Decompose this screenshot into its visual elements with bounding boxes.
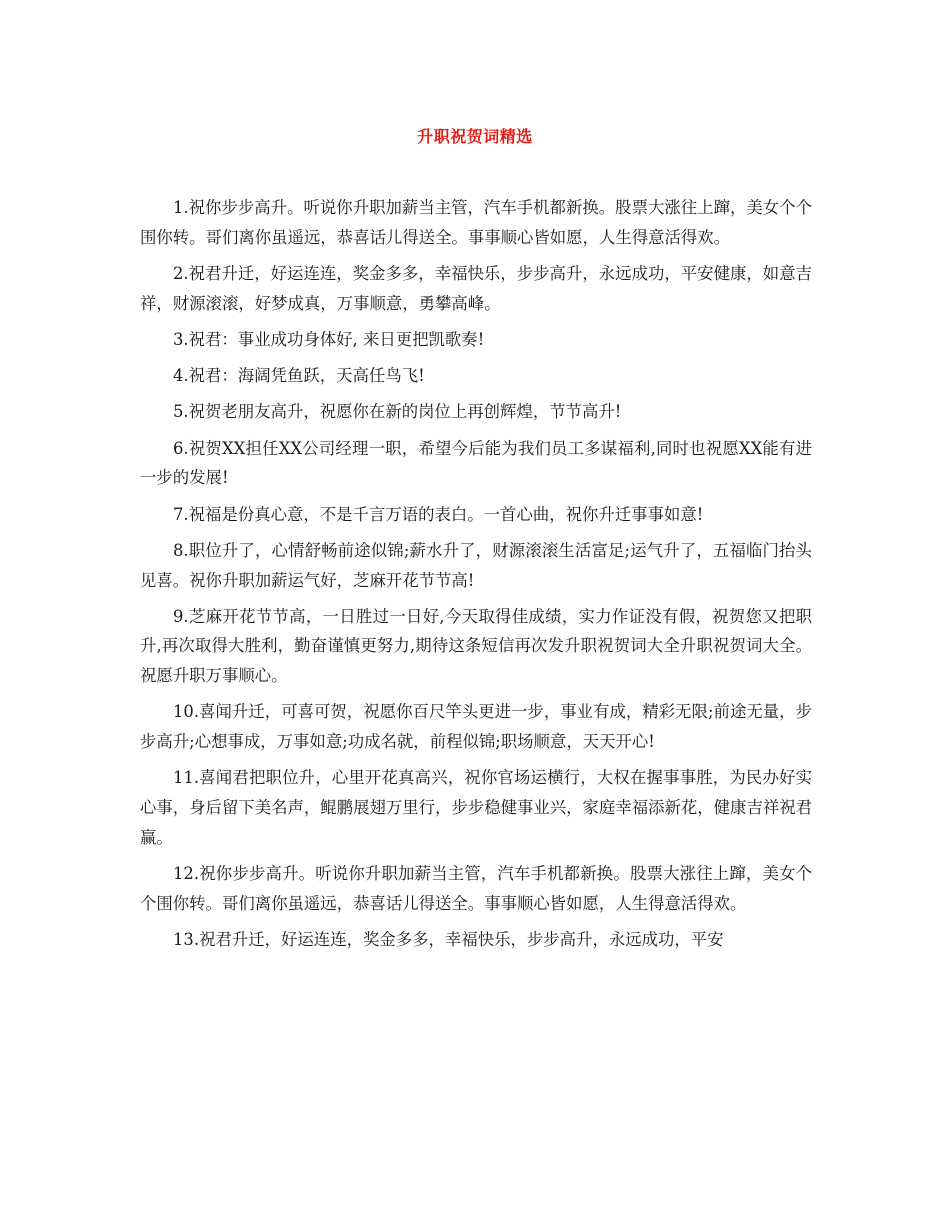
- paragraph-8: 8.职位升了，心情舒畅前途似锦;薪水升了，财源滚滚生活富足;运气升了，五福临门抬头见喜。祝你升职加薪运气好，芝麻开花节节高!: [140, 540, 812, 590]
- paragraph-1: 1.祝你步步高升。听说你升职加薪当主管，汽车手机都新换。股票大涨往上蹿，美女个个围你转。哥们离你虽遥远，恭喜话儿得送全。事事顺心皆如愿，人生得意活得欢。: [140, 198, 812, 247]
- paragraph-3: 3.祝君：事业成功身体好, 来日更把凯歌奏!: [173, 329, 485, 349]
- paragraph-6: 6.祝贺XX担任XX公司经理一职，希望今后能为我们员工多谋福利,同时也祝愿XX能有进一步的发展!: [140, 438, 812, 488]
- paragraph-10: 10.喜闻升迁，可喜可贺，祝愿你百尺竿头更进一步，事业有成，精彩无限;前途无量，步步高升;心想事成，万事如意;功成名就，前程似锦;职场顺意，天天开心!: [140, 702, 812, 752]
- paragraph-9: 9.芝麻开花节节高，一日胜过一日好,今天取得佳成绩，实力作证没有假，祝贺您又把职升,再次取得大胜利，勤奋谨慎更努力,期待这条短信再次发升职祝贺词大全升职祝贺词大全。祝愿升职万事顺心。: [140, 606, 812, 686]
- paragraph-2: 2.祝君升迁，好运连连，奖金多多，幸福快乐，步步高升，永远成功，平安健康，如意吉祥，财源滚滚，好梦成真，万事顺意，勇攀高峰。: [140, 263, 812, 313]
- paragraph-7: 7.祝福是份真心意，不是千言万语的表白。一首心曲，祝你升迁事事如意!: [173, 504, 704, 524]
- document-body: [140, 193, 812, 961]
- paragraph-13: 13.祝君升迁，好运连连，奖金多多，幸福快乐，步步高升，永远成功，平安: [173, 930, 724, 950]
- paragraph-11: 11.喜闻君把职位升，心里开花真高兴，祝你官场运横行，大权在握事事胜，为民办好实心事，身后留下美名声，鲲鹏展翅万里行，步步稳健事业兴，家庭幸福添新花，健康吉祥祝君赢。: [140, 768, 813, 848]
- paragraph-5: 5.祝贺老朋友高升，祝愿你在新的岗位上再创辉煌，节节高升!: [173, 402, 622, 422]
- paragraph-12: 12.祝你步步高升。听说你升职加薪当主管，汽车手机都新换。股票大涨往上蹿，美女个个围你转。哥们离你虽遥远，恭喜话儿得送全。事事顺心皆如愿，人生得意活得欢。: [140, 864, 812, 914]
- document-title: 升职祝贺词精选: [417, 127, 533, 146]
- paragraph-4: 4.祝君：海阔凭鱼跃，天高任鸟飞!: [173, 366, 425, 386]
